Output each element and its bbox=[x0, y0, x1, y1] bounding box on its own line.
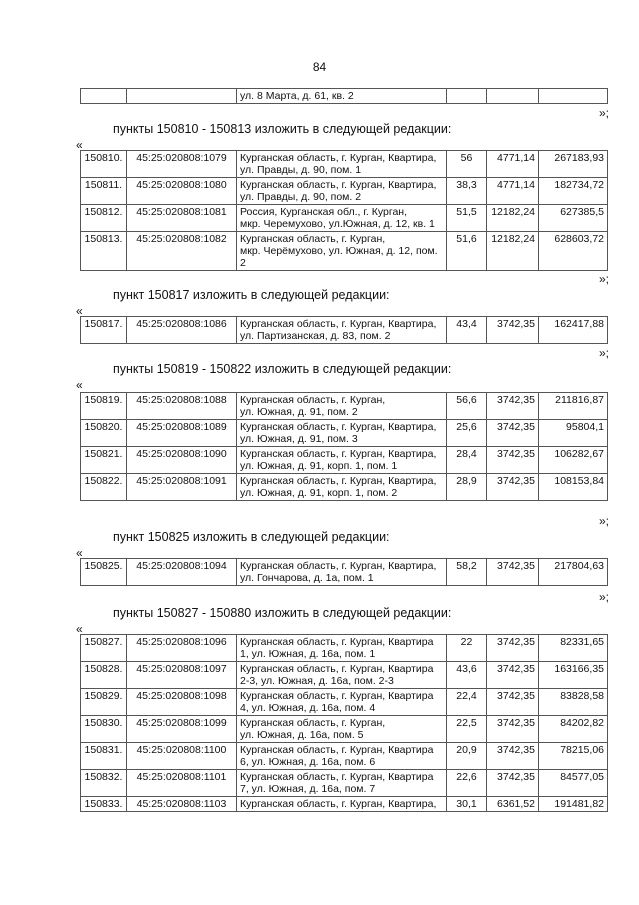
address-cell bbox=[237, 716, 447, 743]
price-cell: 3742,35 bbox=[487, 559, 539, 586]
section-heading: пункты 150819 - 150822 изложить в следующей редакции: bbox=[113, 362, 452, 376]
area-cell: 51,6 bbox=[447, 232, 487, 271]
address-line-2: ул. Правды, д. 90, пом. 2 bbox=[240, 191, 362, 203]
opening-quote: « bbox=[76, 622, 83, 636]
item-number-cell: 150831. bbox=[81, 743, 127, 770]
property-table bbox=[80, 150, 608, 271]
item-number-cell: 150820. bbox=[81, 420, 127, 447]
table-row bbox=[81, 474, 608, 501]
address-cell bbox=[237, 420, 447, 447]
table-row bbox=[81, 689, 608, 716]
cadastral-number-cell: 45:25:020808:1081 bbox=[127, 205, 237, 232]
address-line-1: Курганская область, г. Курган, Квартира, bbox=[240, 475, 437, 487]
area-cell: 20,9 bbox=[447, 743, 487, 770]
cadastral-number-cell: 45:25:020808:1099 bbox=[127, 716, 237, 743]
address-line-1: Курганская область, г. Курган, Квартира, bbox=[240, 179, 437, 191]
address-line-2: ул. Правды, д. 90, пом. 1 bbox=[240, 164, 362, 176]
address-line-1: Курганская область, г. Курган, bbox=[240, 717, 386, 729]
address-cell bbox=[237, 559, 447, 586]
address-cell bbox=[237, 447, 447, 474]
property-table bbox=[80, 392, 608, 501]
address-cell bbox=[237, 474, 447, 501]
cadastral-number-cell: 45:25:020808:1090 bbox=[127, 447, 237, 474]
item-number-cell: 150828. bbox=[81, 662, 127, 689]
price-cell: 4771,14 bbox=[487, 178, 539, 205]
address-line-1: Курганская область, г. Курган, Квартира bbox=[240, 690, 434, 702]
price-cell: 3742,35 bbox=[487, 662, 539, 689]
address-line-1: Курганская область, г. Курган, Квартира, bbox=[240, 448, 437, 460]
address-line-1: Курганская область, г. Курган, bbox=[240, 233, 386, 245]
table-row bbox=[81, 89, 608, 104]
address-line-2: ул. Южная, д. 16а, пом. 5 bbox=[240, 729, 364, 741]
price-cell: 3742,35 bbox=[487, 743, 539, 770]
address-cell bbox=[237, 635, 447, 662]
closing-quote: »; bbox=[598, 346, 609, 360]
address-cell bbox=[237, 151, 447, 178]
total-cell: 182734,72 bbox=[539, 178, 608, 205]
cadastral-number-cell: 45:25:020808:1086 bbox=[127, 317, 237, 344]
section-heading: пункт 150817 изложить в следующей редакции: bbox=[113, 288, 390, 302]
cadastral-number-cell: 45:25:020808:1094 bbox=[127, 559, 237, 586]
price-cell: 3742,35 bbox=[487, 317, 539, 344]
item-number-cell: 150812. bbox=[81, 205, 127, 232]
cadastral-number-cell: 45:25:020808:1089 bbox=[127, 420, 237, 447]
area-cell: 58,2 bbox=[447, 559, 487, 586]
section-heading: пункты 150827 - 150880 изложить в следующей редакции: bbox=[113, 606, 452, 620]
item-number-cell: 150833. bbox=[81, 797, 127, 812]
opening-quote: « bbox=[76, 304, 83, 318]
address-line-1: Курганская область, г. Курган, Квартира bbox=[240, 744, 434, 756]
opening-quote: « bbox=[76, 546, 83, 560]
address-cell bbox=[237, 797, 447, 812]
address-line-1: Россия, Курганская обл., г. Курган, bbox=[240, 206, 407, 218]
table-row bbox=[81, 420, 608, 447]
address-line-1: Курганская область, г. Курган, Квартира, bbox=[240, 421, 437, 433]
table-row bbox=[81, 770, 608, 797]
item-number-cell: 150810. bbox=[81, 151, 127, 178]
price-cell: 3742,35 bbox=[487, 474, 539, 501]
item-number-cell: 150832. bbox=[81, 770, 127, 797]
item-number-cell: 150813. bbox=[81, 232, 127, 271]
address-cell bbox=[237, 393, 447, 420]
address-line-2: 2-3, ул. Южная, д. 16а, пом. 2-3 bbox=[240, 675, 394, 687]
area-cell: 28,4 bbox=[447, 447, 487, 474]
address-cell bbox=[237, 317, 447, 344]
property-table bbox=[80, 316, 608, 344]
cadastral-number-cell: 45:25:020808:1088 bbox=[127, 393, 237, 420]
total-cell: 267183,93 bbox=[539, 151, 608, 178]
total-cell: 163166,35 bbox=[539, 662, 608, 689]
table-row bbox=[81, 178, 608, 205]
item-number-cell: 150817. bbox=[81, 317, 127, 344]
address-cell bbox=[237, 178, 447, 205]
closing-quote: »; bbox=[598, 272, 609, 286]
table-row bbox=[81, 716, 608, 743]
address-cell bbox=[237, 662, 447, 689]
opening-quote: « bbox=[76, 138, 83, 152]
area-cell: 56 bbox=[447, 151, 487, 178]
total-cell: 84577,05 bbox=[539, 770, 608, 797]
cadastral-number-cell: 45:25:020808:1091 bbox=[127, 474, 237, 501]
price-cell: 3742,35 bbox=[487, 635, 539, 662]
address-line-2: 7, ул. Южная, д. 16а, пом. 7 bbox=[240, 783, 376, 795]
address-line-2: ул. Южная, д. 91, пом. 2 bbox=[240, 406, 358, 418]
area-cell: 22,5 bbox=[447, 716, 487, 743]
total-cell: 106282,67 bbox=[539, 447, 608, 474]
property-table bbox=[80, 558, 608, 586]
address-line-1: Курганская область, г. Курган, Квартира, bbox=[240, 560, 437, 572]
total-cell: 628603,72 bbox=[539, 232, 608, 271]
address-line-2: ул. Южная, д. 91, пом. 3 bbox=[240, 433, 358, 445]
area-cell: 43,4 bbox=[447, 317, 487, 344]
total-cell: 191481,82 bbox=[539, 797, 608, 812]
area-cell: 28,9 bbox=[447, 474, 487, 501]
price-cell: 4771,14 bbox=[487, 151, 539, 178]
address-line-1: Курганская область, г. Курган, Квартира bbox=[240, 771, 434, 783]
table-row bbox=[81, 559, 608, 586]
total-cell: 84202,82 bbox=[539, 716, 608, 743]
total-cell: 78215,06 bbox=[539, 743, 608, 770]
page-number: 84 bbox=[312, 60, 327, 74]
cadastral-number-cell: 45:25:020808:1097 bbox=[127, 662, 237, 689]
address-line-2: мкр. Черемухово, ул.Южная, д. 12, кв. 1 bbox=[240, 218, 435, 230]
address-line-2: мкр. Черёмухово, ул. Южная, д. 12, пом. 2 bbox=[240, 245, 438, 269]
item-number-cell: 150821. bbox=[81, 447, 127, 474]
item-number-cell: 150827. bbox=[81, 635, 127, 662]
price-cell: 3742,35 bbox=[487, 420, 539, 447]
item-number-cell: 150825. bbox=[81, 559, 127, 586]
area-cell: 56,6 bbox=[447, 393, 487, 420]
address-line-2: ул. Гончарова, д. 1а, пом. 1 bbox=[240, 572, 374, 584]
table-row bbox=[81, 743, 608, 770]
price-cell: 12182,24 bbox=[487, 205, 539, 232]
address-cell bbox=[237, 743, 447, 770]
item-number-cell: 150830. bbox=[81, 716, 127, 743]
area-cell: 22,4 bbox=[447, 689, 487, 716]
total-cell: 217804,63 bbox=[539, 559, 608, 586]
table-row bbox=[81, 151, 608, 178]
total-cell: 108153,84 bbox=[539, 474, 608, 501]
address-cell: ул. 8 Марта, д. 61, кв. 2 bbox=[237, 89, 447, 104]
address-line-1: Курганская область, г. Курган, Квартира, bbox=[240, 318, 437, 330]
address-line-1: Курганская область, г. Курган, Квартира bbox=[240, 663, 434, 675]
total-cell: 211816,87 bbox=[539, 393, 608, 420]
table-row bbox=[81, 317, 608, 344]
area-cell: 51,5 bbox=[447, 205, 487, 232]
address-line-2: ул. Партизанская, д. 83, пом. 2 bbox=[240, 330, 391, 342]
opening-quote: « bbox=[76, 378, 83, 392]
cadastral-number-cell: 45:25:020808:1101 bbox=[127, 770, 237, 797]
address-line-1: Курганская область, г. Курган, bbox=[240, 394, 386, 406]
table-row bbox=[81, 205, 608, 232]
property-table bbox=[80, 634, 608, 812]
address-line-2: 4, ул. Южная, д. 16а, пом. 4 bbox=[240, 702, 376, 714]
table-row bbox=[81, 232, 608, 271]
address-line-2: ул. Южная, д. 91, корп. 1, пом. 2 bbox=[240, 487, 398, 499]
total-cell: 162417,88 bbox=[539, 317, 608, 344]
price-cell: 3742,35 bbox=[487, 716, 539, 743]
address-line-1: Курганская область, г. Курган, Квартира, bbox=[240, 152, 437, 164]
area-cell: 38,3 bbox=[447, 178, 487, 205]
total-cell: 82331,65 bbox=[539, 635, 608, 662]
continuation-table bbox=[80, 88, 608, 104]
item-number-cell: 150822. bbox=[81, 474, 127, 501]
address-cell bbox=[237, 205, 447, 232]
price-cell: 3742,35 bbox=[487, 393, 539, 420]
total-cell: 627385,5 bbox=[539, 205, 608, 232]
price-cell: 12182,24 bbox=[487, 232, 539, 271]
address-cell bbox=[237, 689, 447, 716]
table-row bbox=[81, 662, 608, 689]
section-heading: пункт 150825 изложить в следующей редакции: bbox=[113, 530, 390, 544]
cadastral-number-cell: 45:25:020808:1096 bbox=[127, 635, 237, 662]
area-cell: 30,1 bbox=[447, 797, 487, 812]
cadastral-number-cell: 45:25:020808:1079 bbox=[127, 151, 237, 178]
area-cell: 22,6 bbox=[447, 770, 487, 797]
address-line-2: ул. Южная, д. 91, корп. 1, пом. 1 bbox=[240, 460, 398, 472]
closing-quote: »; bbox=[598, 514, 609, 528]
table-row bbox=[81, 393, 608, 420]
section-heading: пункты 150810 - 150813 изложить в следующей редакции: bbox=[113, 122, 452, 136]
cadastral-number-cell: 45:25:020808:1103 bbox=[127, 797, 237, 812]
address-line-2: 1, ул. Южная, д. 16а, пом. 1 bbox=[240, 648, 376, 660]
price-cell: 6361,52 bbox=[487, 797, 539, 812]
price-cell: 3742,35 bbox=[487, 447, 539, 474]
closing-quote: »; bbox=[598, 590, 609, 604]
cadastral-number-cell: 45:25:020808:1082 bbox=[127, 232, 237, 271]
table-row bbox=[81, 635, 608, 662]
table-row bbox=[81, 797, 608, 812]
closing-quote: »; bbox=[598, 106, 609, 120]
address-cell bbox=[237, 770, 447, 797]
cadastral-number-cell: 45:25:020808:1098 bbox=[127, 689, 237, 716]
address-line-2: 6, ул. Южная, д. 16а, пом. 6 bbox=[240, 756, 376, 768]
total-cell: 83828,58 bbox=[539, 689, 608, 716]
area-cell: 43,6 bbox=[447, 662, 487, 689]
address-line-1: Курганская область, г. Курган, Квартира, bbox=[240, 798, 437, 810]
cadastral-number-cell: 45:25:020808:1080 bbox=[127, 178, 237, 205]
item-number-cell: 150811. bbox=[81, 178, 127, 205]
price-cell: 3742,35 bbox=[487, 770, 539, 797]
area-cell: 22 bbox=[447, 635, 487, 662]
price-cell: 3742,35 bbox=[487, 689, 539, 716]
table-row bbox=[81, 447, 608, 474]
address-line-1: Курганская область, г. Курган, Квартира bbox=[240, 636, 434, 648]
area-cell: 25,6 bbox=[447, 420, 487, 447]
address-cell bbox=[237, 232, 447, 271]
cadastral-number-cell: 45:25:020808:1100 bbox=[127, 743, 237, 770]
item-number-cell: 150819. bbox=[81, 393, 127, 420]
total-cell: 95804,1 bbox=[539, 420, 608, 447]
item-number-cell: 150829. bbox=[81, 689, 127, 716]
